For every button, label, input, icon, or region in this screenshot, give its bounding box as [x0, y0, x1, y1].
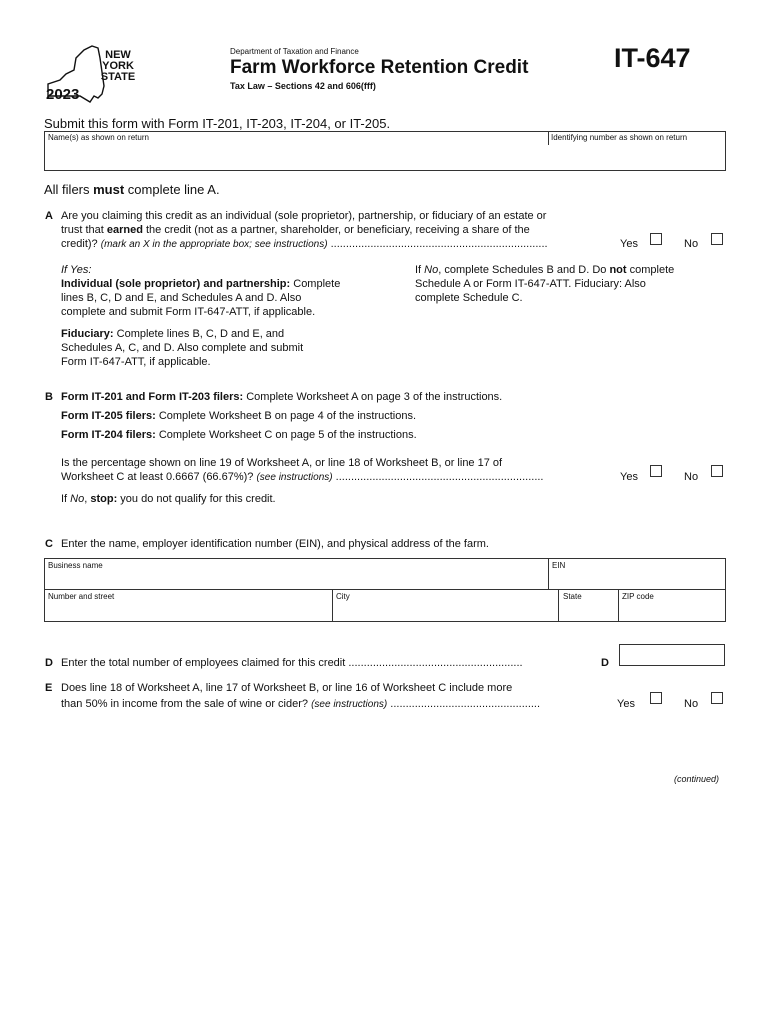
- line-d-code: D: [601, 657, 609, 669]
- submit-note: Submit this form with Form IT-201, IT-203, IT-204, or IT-205.: [44, 116, 391, 131]
- line-a-yes-label: Yes: [620, 238, 638, 250]
- all-filers-note: All filers must complete line A.: [44, 182, 220, 197]
- business-name-label: Business name: [48, 561, 103, 570]
- line-a-if-no: If No, complete Schedules B and D. Do not complete Schedule A or Form IT-647-ATT. Fiduciary: Also complete Schedule C.: [415, 264, 675, 304]
- employee-count-input[interactable]: [619, 644, 725, 666]
- zip-input[interactable]: [620, 601, 724, 620]
- line-b-yes-checkbox[interactable]: [650, 465, 662, 477]
- line-a-no-label: No: [684, 238, 699, 250]
- line-e-yes-label: Yes: [617, 698, 635, 710]
- line-b-stop-note: If No, stop: you do not qualify for this credit.: [61, 493, 276, 505]
- line-b-no-label: No: [684, 471, 699, 483]
- name-field-label: Name(s) as shown on return: [48, 133, 149, 142]
- state-input[interactable]: [560, 601, 616, 620]
- line-b-instructions: Form IT-201 and Form IT-203 filers: Complete Worksheet A on page 3 of the instructions. Form IT-205 filers: Complete Worksheet B on page 4 of the instructions. Form IT-204 filers: Complete Worksheet C on page 5 of the instructions.: [61, 391, 503, 441]
- line-c-text: Enter the name, employer identification number (EIN), and physical address of the farm.: [61, 538, 489, 550]
- line-d-text: Enter the total number of employees claimed for this credit .........................................................: [61, 657, 523, 669]
- line-a-yes-checkbox[interactable]: [650, 233, 662, 245]
- state-name: NEW YORK STATE: [100, 49, 136, 83]
- name-id-box: [44, 131, 726, 171]
- form-subtitle: Tax Law – Sections 42 and 606(fff): [230, 81, 376, 91]
- form-title: Farm Workforce Retention Credit: [230, 57, 529, 78]
- line-e-no-checkbox[interactable]: [711, 692, 723, 704]
- ein-input[interactable]: [550, 570, 724, 588]
- street-label: Number and street: [48, 592, 115, 601]
- line-e-letter: E: [45, 682, 53, 694]
- line-d-letter: D: [45, 657, 53, 669]
- line-e-no-label: No: [684, 698, 699, 710]
- line-b-yes-label: Yes: [620, 471, 638, 483]
- form-number: IT-647: [614, 43, 691, 73]
- city-label: City: [336, 592, 350, 601]
- ein-label: EIN: [552, 561, 566, 570]
- line-b-question: Is the percentage shown on line 19 of Worksheet A, or line 18 of Worksheet B, or line 17 of Worksheet C at least 0.6667 (66.67%)? (see instructions) ....................................................................: [61, 457, 544, 483]
- line-a-if-yes: If Yes: Individual (sole proprietor) and partnership: Complete lines B, C, D and E, and Schedules A and D. Also complete and submit Form IT-647-ATT, if applicable. Fiduciary: Complete lines B, C, D and E, and Schedules A, C, and D. Also complete and submit Form IT-647-ATT, if applicable.: [61, 264, 341, 368]
- zip-label: ZIP code: [622, 592, 654, 601]
- street-input[interactable]: [46, 601, 330, 620]
- line-a-question: Are you claiming this credit as an individual (sole proprietor), partnership, or fiduciary of an estate or trust that earned the credit (not as a partner, shareholder, or beneficiary, receiving a share of the credit)? (mark an X in the appropriate box; see instructions) .......................................................................: [61, 210, 548, 250]
- line-e-question: Does line 18 of Worksheet A, line 17 of Worksheet B, or line 16 of Worksheet C include more than 50% in income from the sale of wine or cider? (see instructions) .................................................: [61, 682, 541, 710]
- tax-year: 2023: [46, 86, 80, 103]
- line-b-letter: B: [45, 391, 53, 403]
- state-label: State: [563, 592, 582, 601]
- city-input[interactable]: [334, 601, 556, 620]
- id-field-label: Identifying number as shown on return: [551, 133, 688, 142]
- department: Department of Taxation and Finance: [230, 47, 359, 56]
- continued-note: (continued): [674, 774, 720, 784]
- line-a-no-checkbox[interactable]: [711, 233, 723, 245]
- name-field-input[interactable]: [46, 145, 726, 170]
- nys-logo: [40, 44, 150, 106]
- line-e-yes-checkbox[interactable]: [650, 692, 662, 704]
- line-b-no-checkbox[interactable]: [711, 465, 723, 477]
- farm-address-box: [44, 558, 726, 622]
- line-c-letter: C: [45, 538, 53, 550]
- business-name-input[interactable]: [46, 570, 546, 588]
- line-a-letter: A: [45, 210, 53, 222]
